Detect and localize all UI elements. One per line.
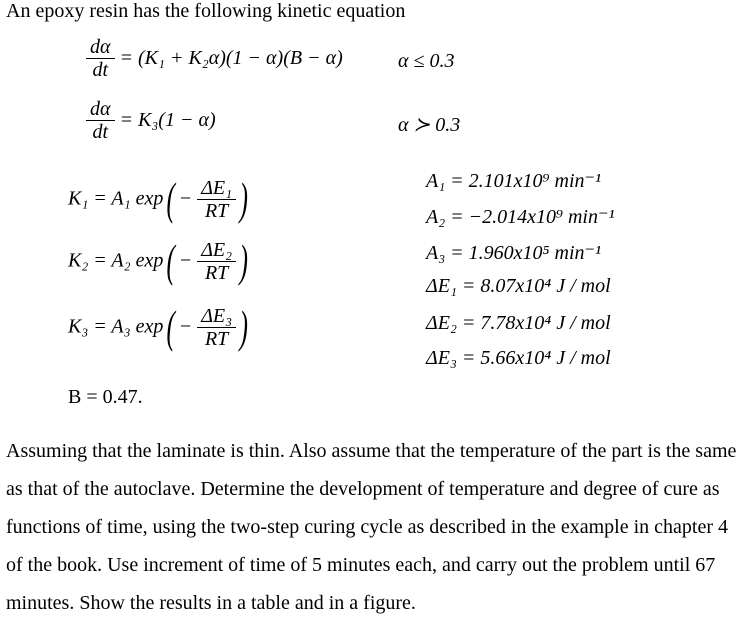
- left-paren: (: [166, 301, 176, 352]
- fraction-numerator: dα: [86, 36, 115, 59]
- derivative-fraction: [86, 36, 115, 81]
- fraction-denominator: RT: [204, 327, 229, 350]
- exponent-fraction: [197, 239, 236, 284]
- constant-de3: ΔE₃ = 5.66x10⁴ J / mol: [426, 347, 611, 369]
- fraction-numerator: dα: [86, 98, 115, 121]
- arrhenius-equation-3: K₃ = A₃ exp( − $\frac{\text{ΔE₃}}{RT}$ ): [68, 301, 248, 352]
- arrhenius-equation-1: K₁ = A₁ exp( − $\frac{\text{ΔE₁}}{RT}$ ): [68, 173, 248, 224]
- equation-rhs: = (K₁ + K₂α)(1 − α)(B − α): [119, 47, 343, 69]
- right-paren: ): [239, 301, 248, 352]
- constant-de1: ΔE₁ = 8.07x10⁴ J / mol: [426, 275, 611, 297]
- equation-rhs: = K₃(1 − α): [119, 109, 216, 131]
- right-paren: ): [239, 235, 248, 286]
- b-value: B = 0.47.: [68, 386, 143, 408]
- right-paren: ): [239, 173, 248, 224]
- intro-text: An epoxy resin has the following kinetic equation: [6, 0, 406, 22]
- left-paren: (: [166, 235, 176, 286]
- exponent-fraction: [197, 177, 236, 222]
- fraction-denominator: RT: [204, 261, 229, 284]
- condition-2: α ≻ 0.3: [398, 114, 461, 136]
- fraction-numerator: ΔE₁: [197, 177, 236, 200]
- rate-equation-2: [86, 98, 216, 143]
- condition-1: α ≤ 0.3: [398, 50, 455, 72]
- derivative-fraction: [86, 98, 115, 143]
- fraction-numerator: ΔE₂: [197, 239, 236, 262]
- fraction-denominator: RT: [204, 199, 229, 222]
- rate-equation-1: [86, 36, 343, 81]
- arrhenius-lhs: K₃ = A₃ exp: [68, 315, 164, 338]
- constant-a3: A₃ = 1.960x10⁵ min⁻¹: [426, 242, 602, 264]
- exponent-fraction: [197, 305, 236, 350]
- constant-de2: ΔE₂ = 7.78x10⁴ J / mol: [426, 312, 611, 334]
- arrhenius-lhs: K₁ = A₁ exp: [68, 187, 164, 210]
- problem-paragraph: Assuming that the laminate is thin. Also assume that the temperature of the part is the same as that of the autoclave. Determine the development of temperature and degree of cure as functions of time, using the two-step curing cycle as described in the example in chapter 4 of the book. Use increment of time of 5 minutes each, and carry out the problem until 67 minutes. Show the results in a table and in a figure.: [6, 440, 737, 614]
- fraction-denominator: dt: [92, 121, 109, 143]
- constant-a1: A₁ = 2.101x10⁹ min⁻¹: [426, 170, 602, 192]
- fraction-numerator: ΔE₃: [197, 305, 236, 328]
- arrhenius-equation-2: K₂ = A₂ exp( − $\frac{\text{ΔE₂}}{RT}$ ): [68, 235, 248, 286]
- left-paren: (: [166, 173, 176, 224]
- fraction-denominator: dt: [92, 59, 109, 81]
- arrhenius-lhs: K₂ = A₂ exp: [68, 249, 164, 272]
- constant-a2: A₂ = −2.014x10⁹ min⁻¹: [426, 206, 615, 228]
